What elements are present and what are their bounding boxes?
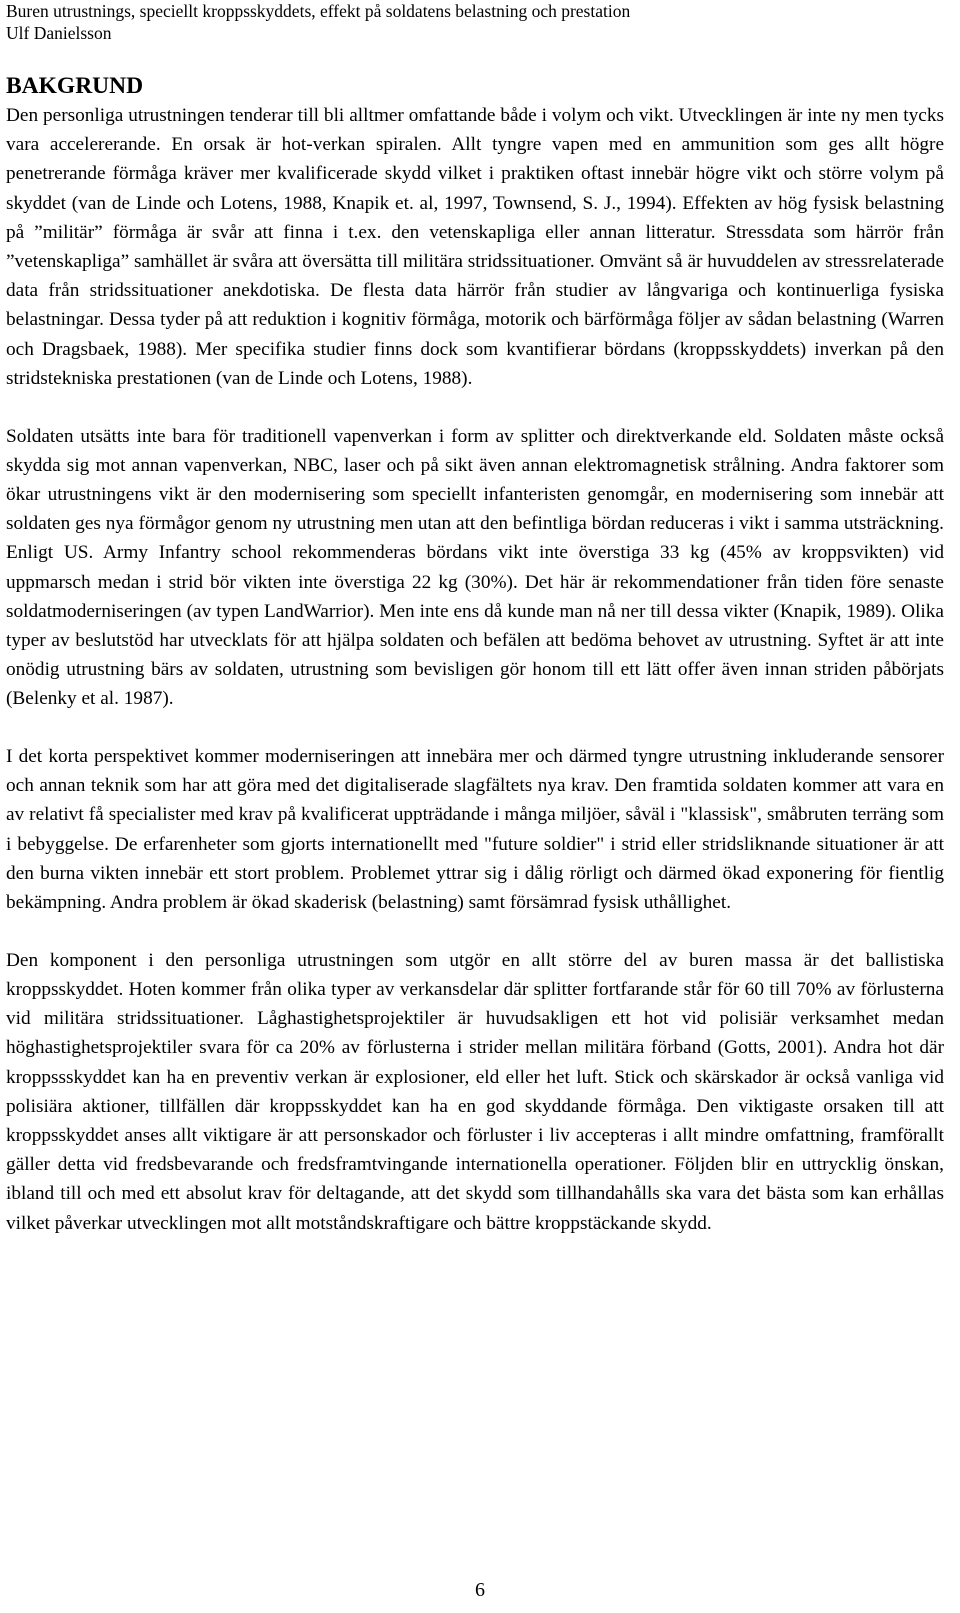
document-title: Buren utrustnings, speciellt kroppsskyddets, effekt på soldatens belastning och prestation bbox=[6, 1, 631, 21]
paragraph-4: Den komponent i den personliga utrustningen som utgör en allt större del av buren massa är det ballistiska kroppsskyddet. Hoten kommer från olika typer av verkansdelar där splitter fortfarande står för 60 till 70% av förlusterna vid militära stridssituationer. Låghastighetsprojektiler är huvudsakligen ett hot vid polisiär verksamhet medan höghastighetsprojektiler svara för ca 20% av förlusterna i strider mellan militära förband (Gotts, 2001). Andra hot där kroppssskyddet kan ha en preventiv verkan är explosioner, eld eller het luft. Stick och skärskador är också vanliga vid polisiära aktioner, tillfällen där kroppsskyddet kan ha en god skyddande förmåga. Den viktigaste orsaken till att kroppsskyddet anses allt viktigare är att personskador och förluster i liv accepteras i allt mindre omfattning, framförallt gäller detta vid fredsbevarande och fredsframtvingande internationella operationer. Följden blir en uttrycklig önskan, ibland till och med ett absolut krav för deltagande, att det skydd som tillhandahålls ska vara det bästa som kan erhållas vilket påverkar utvecklingen mot allt motståndskraftigare och bättre kroppstäckande skydd. bbox=[6, 949, 944, 1234]
page-number: 6 bbox=[475, 1579, 485, 1601]
paragraph-3: I det korta perspektivet kommer moderniseringen att innebära mer och därmed tyngre utrustning inkluderande sensorer och annan teknik som har att göra med det digitaliserade slagfältets nya krav. Den framtida soldaten kommer att vara en av relativt få specialister med krav på kvalificerat uppträdande i många miljöer, såväl i "klassisk", småbruten terräng som i bebyggelse. De erfarenheter som gjorts internationellt med "future soldier" i strid eller stridsliknande situationer är att den burna vikten innebär ett stort problem. Problemet yttrar sig i dålig rörligt och därmed ökad exponering för fientlig bekämpning. Andra problem är ökad skaderisk (belastning) samt försämrad fysisk uthållighet. bbox=[6, 746, 944, 914]
section-heading: BAKGRUND bbox=[6, 73, 144, 99]
page-content bbox=[6, 0, 944, 1238]
document-author: Ulf Danielsson bbox=[6, 23, 112, 43]
paragraph-1: Den personliga utrustningen tenderar till bli alltmer omfattande både i volym och vikt. Utvecklingen är inte ny men tycks vara accelererande. En orsak är hot-verkan spiralen. Allt tyngre vapen med en ammunition som ges allt högre penetrerande förmåga kräver mer kvalificerade skydd vilket i praktiken oftast innebär högre vikt och större volym på skyddet (van de Linde och Lotens, 1988, Knapik et. al, 1997, Townsend, S. J., 1994). Effekten av hög fysisk belastning på ”militär” förmåga är svår att finna i t.ex. den vetenskapliga eller annan litteratur. Stressdata som härrör från ”vetenskapliga” samhället är svåra att översätta till militära stridssituationer. Omvänt så är huvuddelen av stressrelaterade data från stridssituationer anekdotiska. De flesta data härrör från studier av långvariga och kontinuerliga fysiska belastningar. Dessa tyder på att reduktion i kognitiv förmåga, motorik och bärförmåga följer av sådan belastning (Warren och Dragsbaek, 1988). Mer specifika studier finns dock som kvantifierar bördans (kroppsskyddets) inverkan på den stridstekniska prestationen (van de Linde och Lotens, 1988). bbox=[6, 105, 944, 389]
paragraph-2: Soldaten utsätts inte bara för traditionell vapenverkan i form av splitter och direktverkande eld. Soldaten måste också skydda sig mot annan vapenverkan, NBC, laser och på sikt även annan elektromagnetisk strålning. Andra faktorer som ökar utrustningens vikt är den modernisering som speciellt infanteristen genomgår, en modernisering som innebär att soldaten ges nya förmågor genom ny utrustning men utan att den befintliga bördan reduceras i vikt i samma utsträckning. Enligt US. Army Infantry school rekommenderas bördans vikt inte överstiga 33 kg (45% av kroppsvikten) vid uppmarsch medan i strid bör vikten inte överstiga 22 kg (30%). Det här är rekommendationer från tiden före senaste soldatmoderniseringen (av typen LandWarrior). Men inte ens då kunde man nå ner till dessa vikter (Knapik, 1989). Olika typer av beslutstöd har utvecklats för att hjälpa soldaten och befälen att bedöma behovet av utrustning. Syftet är att inte onödig utrustning bärs av soldaten, utrustning som bevisligen gör honom till ett lätt offer även innan striden påbörjats (Belenky et al. 1987). bbox=[6, 425, 944, 710]
running-header bbox=[6, 0, 944, 44]
